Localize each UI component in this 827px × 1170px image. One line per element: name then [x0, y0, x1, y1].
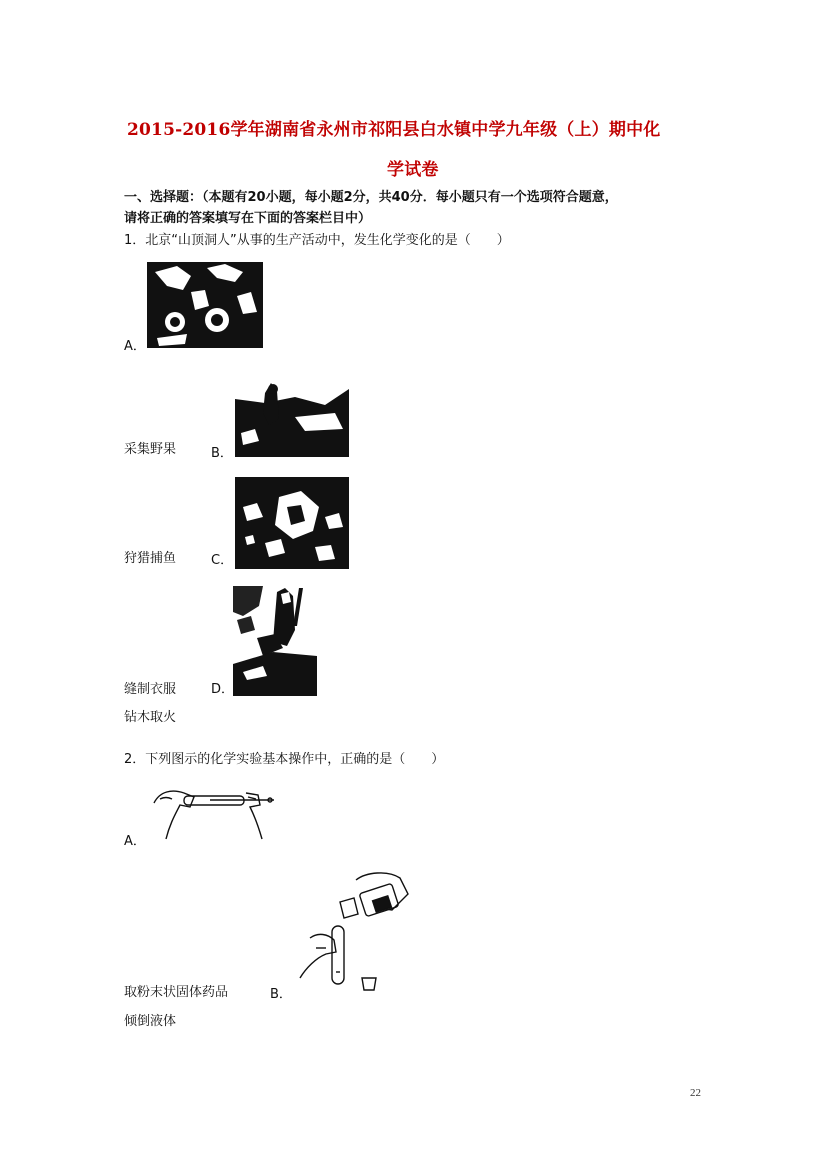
- q2-image-b: [296, 868, 412, 996]
- q2-image-a: [150, 783, 278, 841]
- page-title-line1: 2015-2016学年湖南省永州市祁阳县白水镇中学九年级（上）期中化: [127, 120, 661, 140]
- question-1-stem: 1．北京“山顶洞人”从事的生产活动中，发生化学变化的是（ ）: [124, 233, 510, 248]
- q1-image-a: [147, 262, 263, 348]
- page-title-line2: 学试卷: [387, 160, 439, 180]
- page-number: 22: [690, 1087, 701, 1099]
- q1-option-d-caption: 钻木取火: [124, 710, 177, 725]
- q2-option-a-letter: A．: [124, 834, 146, 849]
- section-heading-line2: 请将正确的答案填写在下面的答案栏目中）: [124, 211, 372, 226]
- q1-image-b: [235, 369, 349, 457]
- q1-image-d: [233, 586, 317, 696]
- q1-option-a-caption: 采集野果: [124, 442, 177, 457]
- q1-option-b-letter: B．: [211, 446, 233, 461]
- section-heading-line1: 一、选择题：（本题有20小题，每小题2分，共40分．每小题只有一个选项符合题意，: [124, 190, 618, 205]
- question-2-stem: 2．下列图示的化学实验基本操作中，正确的是（ ）: [124, 752, 445, 767]
- q1-option-a-letter: A．: [124, 339, 146, 354]
- q1-option-d-letter: D．: [211, 682, 235, 697]
- q1-option-b-caption: 狩猎捕鱼: [124, 551, 177, 566]
- q1-option-c-letter: C．: [211, 553, 234, 568]
- q1-image-c: [235, 477, 349, 569]
- q2-option-b-caption: 倾倒液体: [124, 1014, 177, 1029]
- q2-option-a-caption: 取粉末状固体药品: [124, 985, 229, 1000]
- q1-option-c-caption: 缝制衣服: [124, 682, 177, 697]
- q2-option-b-letter: B．: [270, 987, 292, 1002]
